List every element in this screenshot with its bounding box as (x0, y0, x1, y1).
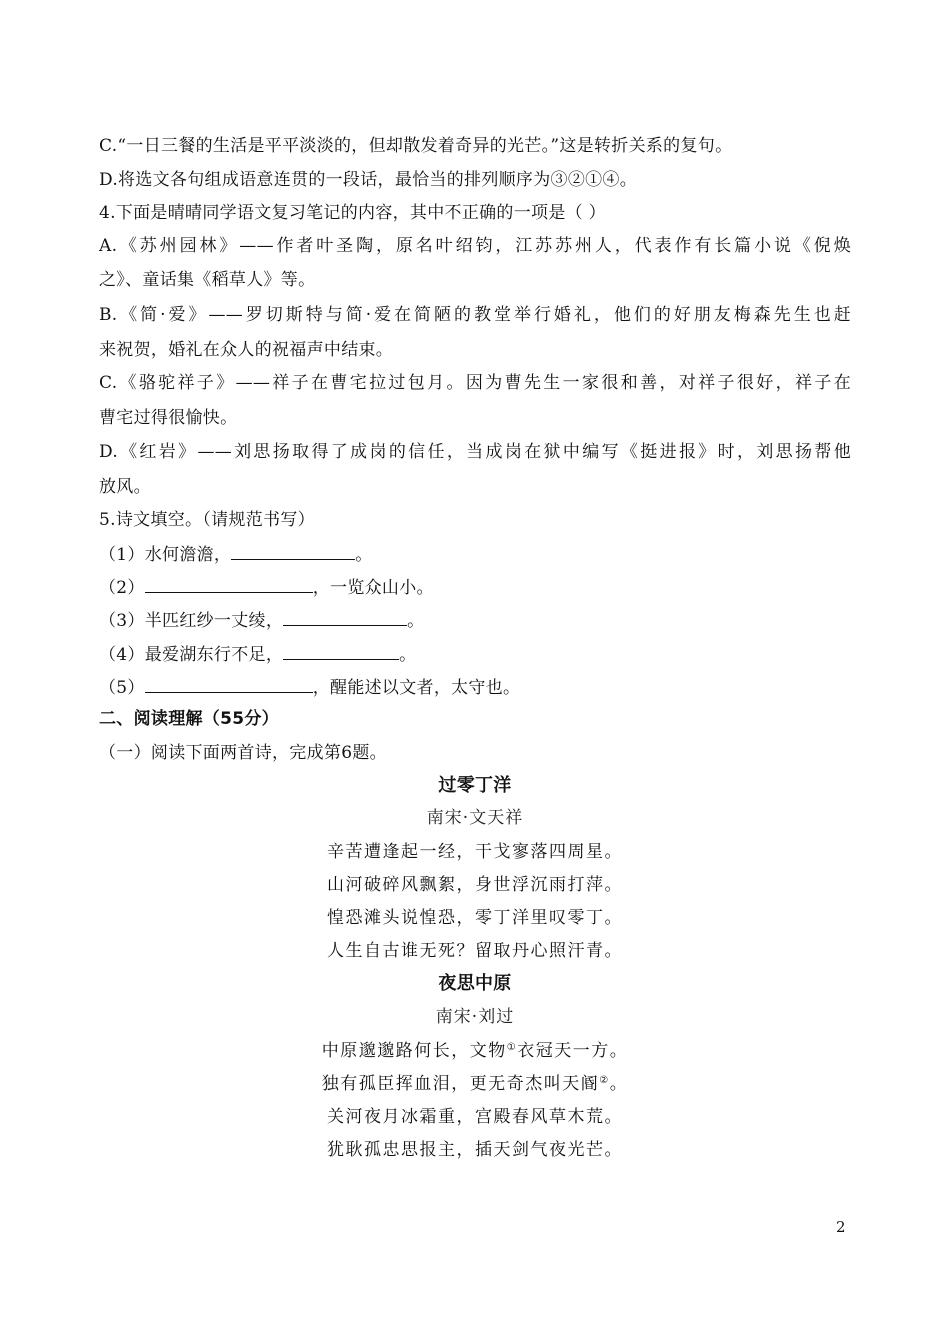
fill-item-3-suffix: 。 (407, 611, 425, 631)
q4-stem: 4.下面是晴晴同学语文复习笔记的内容，其中不正确的一项是（ ） (99, 203, 606, 223)
poem-2-line-4: 犹耿孤忠思报主，插天剑气夜光芒。 (327, 1140, 623, 1160)
fill-blank-5[interactable] (145, 676, 313, 693)
footnote-marker-2: ② (599, 1075, 610, 1086)
fill-blank-3[interactable] (283, 609, 407, 626)
poem-2-line-1 (0, 1041, 950, 1061)
q4-option-c-line1: C.《骆驼祥子》——祥子在曹宅拉过包月。因为曹先生一家很和善，对祥子很好，祥子在 (99, 373, 851, 393)
fill-item-2-suffix: ，一览众山小。 (312, 578, 434, 598)
section-2-heading: 二、阅读理解（55分） (99, 709, 279, 729)
fill-item-5-prefix: （5） (99, 678, 145, 698)
fill-item-1 (99, 543, 851, 565)
page-number: 2 (836, 1218, 846, 1236)
q4-option-d-line1: D.《红岩》——刘思扬取得了成岗的信任，当成岗在狱中编写《挺进报》时，刘思扬帮他 (99, 442, 851, 462)
q3-option-d: D.将选文各句组成语意连贯的一段话，最恰当的排列顺序为③②①④。 (99, 170, 638, 190)
fill-item-3-prefix: （3）半匹红纱一丈绫， (99, 611, 284, 631)
poem-2-line-2 (0, 1074, 950, 1094)
fill-item-5-suffix: ，醒能述以文者，太守也。 (312, 678, 521, 698)
fill-item-4-suffix: 。 (399, 645, 417, 665)
fill-item-4-prefix: （4）最爱湖东行不足， (99, 645, 284, 665)
poem-2-title: 夜思中原 (438, 973, 512, 994)
poem-1-author: 南宋·文天祥 (426, 808, 524, 828)
fill-item-5 (99, 676, 851, 698)
footnote-marker-1: ① (506, 1042, 518, 1053)
poem-2-line-1-part-b: 衣冠天一方。 (517, 1041, 629, 1061)
fill-blank-2[interactable] (145, 576, 313, 593)
poem-2-author: 南宋·刘过 (435, 1007, 515, 1027)
poem-1-line-1: 辛苦遭逢起一经，干戈寥落四周星。 (327, 842, 623, 862)
fill-item-4 (99, 643, 851, 665)
fill-item-2 (99, 576, 851, 598)
poem-1-line-2: 山河破碎风飘絮，身世浮沉雨打萍。 (327, 875, 623, 895)
poem-2-line-3: 关河夜月冰霜重，宫殿春风草木荒。 (327, 1107, 623, 1127)
poem-2-line-1-part-a: 中原邈邈路何长，文物 (321, 1041, 507, 1061)
fill-item-1-prefix: （1）水何澹澹， (99, 545, 232, 565)
section-2-intro: （一）阅读下面两首诗，完成第6题。 (99, 743, 387, 763)
q4-option-d-line2: 放风。 (99, 477, 151, 497)
q4-option-c-line2: 曹宅过得很愉快。 (99, 408, 238, 428)
poem-1-title: 过零丁洋 (438, 775, 512, 796)
q5-stem: 5.诗文填空。（请规范书写） (99, 510, 315, 530)
fill-item-2-prefix: （2） (99, 578, 145, 598)
poem-2-line-2-part-a: 独有孤臣挥血泪，更无奇杰叫天阍 (321, 1074, 600, 1094)
q4-option-b-line1: B.《简·爱》——罗切斯特与简·爱在简陋的教堂举行婚礼，他们的好朋友梅森先生也赶 (99, 305, 851, 325)
q4-option-a-line1: A.《苏州园林》——作者叶圣陶，原名叶绍钧，江苏苏州人，代表作有长篇小说《倪焕 (99, 236, 851, 256)
fill-blank-1[interactable] (231, 543, 355, 560)
fill-item-1-suffix: 。 (355, 545, 373, 565)
fill-blank-4[interactable] (283, 643, 399, 660)
q3-option-c: C.“一日三餐的生活是平平淡淡的，但却散发着奇异的光芒。”这是转折关系的复句。 (99, 136, 733, 156)
q4-option-b-line2: 来祝贺，婚礼在众人的祝福声中结束。 (99, 340, 394, 360)
fill-item-3 (99, 609, 851, 631)
poem-2-line-2-part-b: 。 (609, 1074, 629, 1094)
poem-1-line-3: 惶恐滩头说惶恐，零丁洋里叹零丁。 (327, 908, 623, 928)
q4-option-a-line2: 之》、童话集《稻草人》等。 (99, 270, 316, 290)
poem-1-line-4: 人生自古谁无死？留取丹心照汗青。 (327, 941, 623, 961)
